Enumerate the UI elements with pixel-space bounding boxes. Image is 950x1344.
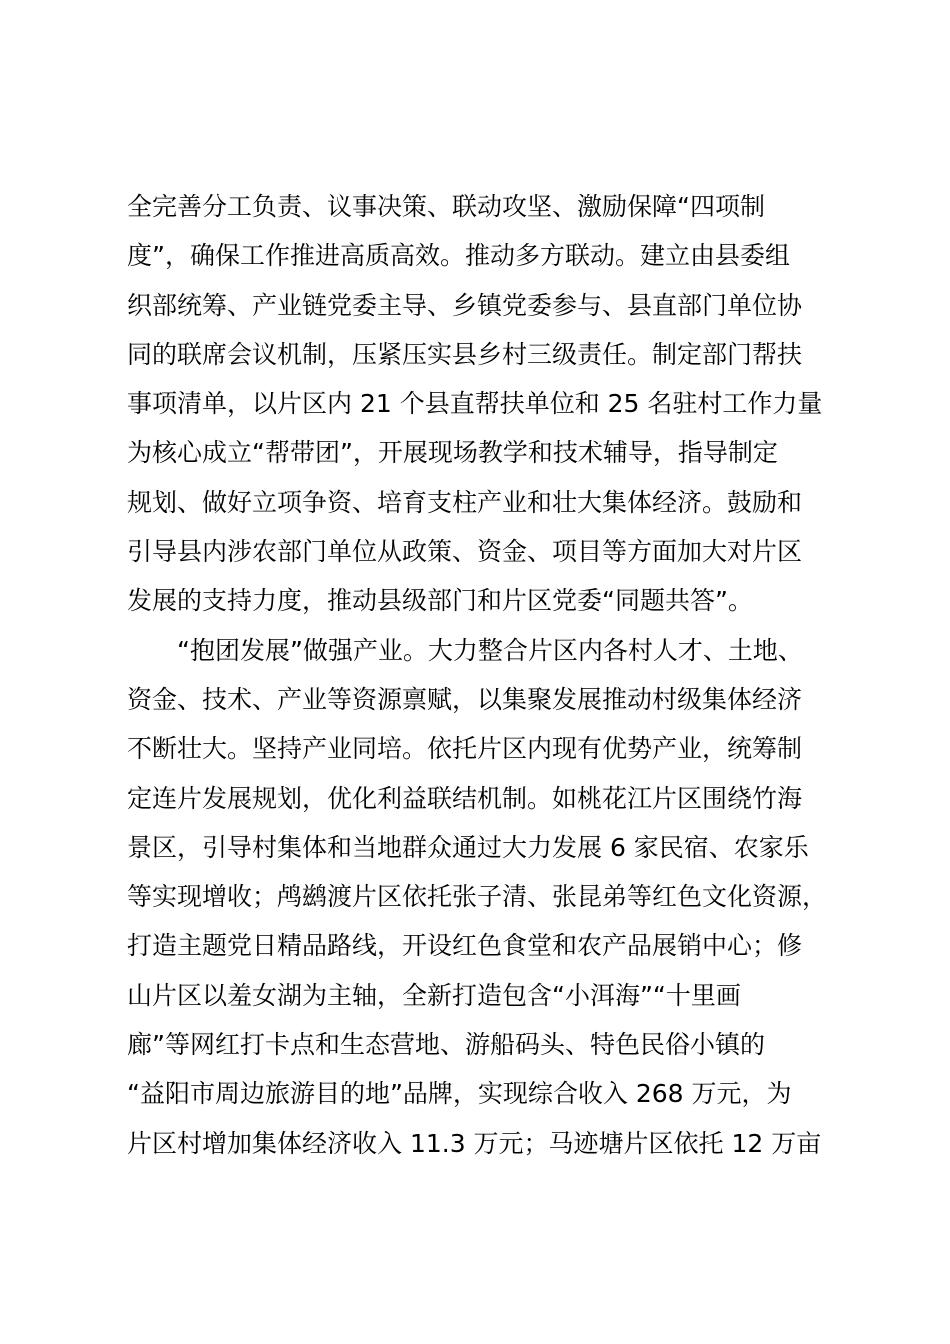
text-line: “益阳市周边旅游目的地”品牌，实现综合收入 268 万元，为 [127,1079,792,1109]
paragraph-start-line: “抱团发展”做强产业。大力整合片区内各村人才、土地、 [127,635,803,665]
text-line: 为核心成立“帮带团”，开展现场教学和技术辅导，指导制定 [127,438,778,468]
text-line: 同的联席会议机制，压紧压实县乡村三级责任。制定部门帮扶 [127,339,803,369]
text-line: 资金、技术、产业等资源禀赋，以集聚发展推动村级集体经济 [127,684,803,714]
text-line: 发展的支持力度，推动县级部门和片区党委“同题共答”。 [127,586,753,616]
text-line: 定连片发展规划，优化利益联结机制。如桃花江片区围绕竹海 [127,783,803,813]
text-line: 事项清单，以片区内 21 个县直帮扶单位和 25 名驻村工作力量 [127,389,823,419]
body-text [127,182,837,1168]
text-line: 规划、做好立项争资、培育支柱产业和壮大集体经济。鼓励和 [127,487,803,517]
text-line: 不断壮大。坚持产业同培。依托片区内现有优势产业，统筹制 [127,734,803,764]
text-line: 山片区以羞女湖为主轴，全新打造包含“小洱海”“十里画 [127,980,741,1010]
text-line: 引导县内涉农部门单位从政策、资金、项目等方面加大对片区 [127,537,803,567]
text-line: 全完善分工负责、议事决策、联动攻坚、激励保障“四项制 [127,192,765,221]
text-line: 打造主题党日精品路线，开设红色食堂和农产品展销中心；修 [127,931,803,961]
text-line: 景区，引导村集体和当地群众通过大力发展 6 家民宿、农家乐 [127,832,809,862]
text-line: 织部统筹、产业链党委主导、乡镇党委参与、县直部门单位协 [127,290,803,320]
text-line: 廊”等网红打卡点和生态营地、游船码头、特色民俗小镇的 [127,1030,765,1060]
text-line: 片区村增加集体经济收入 11.3 万元；马迹塘片区依托 12 万亩 [127,1128,822,1158]
text-line: 等实现增收；鸬鹚渡片区依托张子清、张昆弟等红色文化资源， [127,882,828,912]
text-line: 度”，确保工作推进高质高效。推动多方联动。建立由县委组 [127,241,790,271]
